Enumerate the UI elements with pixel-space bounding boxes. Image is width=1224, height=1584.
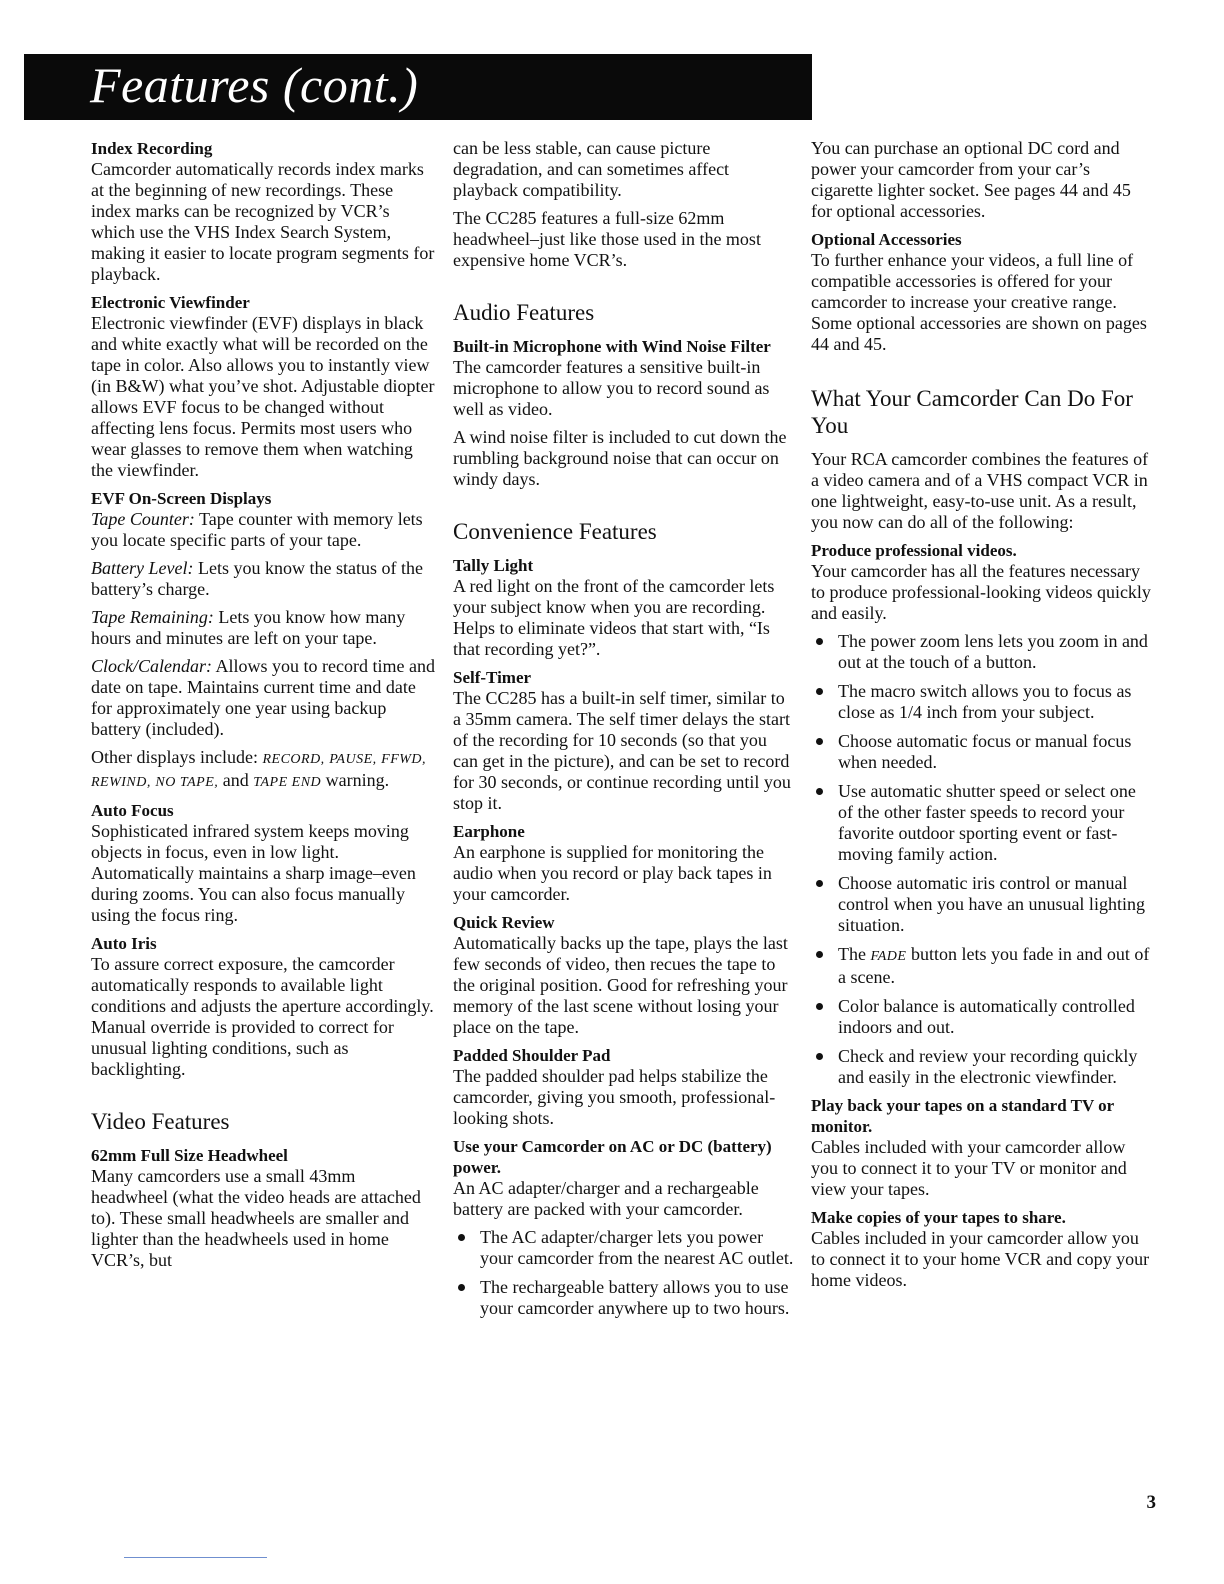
auto-focus-text: Sophisticated infrared system keeps moving objects in focus, even in low light. Automatically maintains a sharp image–even during zooms. You can also focus manually using the focus ring. <box>91 821 416 925</box>
evf-displays-heading: EVF On-Screen Displays <box>91 489 272 508</box>
list-item: Color balance is automatically controlled indoors and out. <box>811 996 1153 1038</box>
display-record: RECORD, <box>262 752 325 767</box>
list-item-fade <box>811 944 1153 988</box>
list-item: Choose automatic iris control or manual control when you have an unusual lighting situation. <box>811 873 1153 936</box>
index-recording-text: Camcorder automatically records index marks at the beginning of new recordings. These index marks can be recognized by VCR’s which use the VHS Index Search System, making it easier to locate program segments for playback. <box>91 159 435 284</box>
list-item: The AC adapter/charger lets you power your camcorder from the nearest AC outlet. <box>453 1227 795 1269</box>
shoulder-pad-heading: Padded Shoulder Pad <box>453 1046 611 1065</box>
page-title: Features (cont.) <box>90 57 419 113</box>
title-bar <box>24 54 812 120</box>
electronic-viewfinder-heading: Electronic Viewfinder <box>91 293 250 312</box>
convenience-features-heading: Convenience Features <box>453 519 657 544</box>
evf-term: Tape Counter: <box>91 509 195 529</box>
other-prefix: Other displays include: <box>91 747 263 767</box>
produce-videos-text: Your camcorder has all the features necessary to produce professional-looking videos quickly and easily. <box>811 561 1151 623</box>
auto-focus-heading: Auto Focus <box>91 801 174 820</box>
list-item: Use automatic shutter speed or select one of the other faster speeds to record your favorite outdoor sporting event or fast-moving family action. <box>811 781 1153 865</box>
footer-divider <box>124 1557 267 1558</box>
feature-bullet-list <box>811 631 1153 1088</box>
column-right <box>811 138 1153 1291</box>
ac-dc-power-text: An AC adapter/charger and a rechargeable battery are packed with your camcorder. <box>453 1178 759 1219</box>
list-item: The macro switch allows you to focus as close as 1/4 inch from your subject. <box>811 681 1153 723</box>
evf-term: Tape Remaining: <box>91 607 214 627</box>
fade-post: button lets you fade in and out of a scene. <box>838 944 1150 987</box>
page-number: 3 <box>1146 1492 1156 1513</box>
quick-review-heading: Quick Review <box>453 913 555 932</box>
evf-desc: Tape counter with memory lets you locate specific parts of your tape. <box>91 509 423 550</box>
evf-desc: Lets you know how many hours and minutes are left on your tape. <box>91 607 406 648</box>
evf-term: Clock/Calendar: <box>91 656 212 676</box>
microphone-heading: Built-in Microphone with Wind Noise Filter <box>453 337 771 356</box>
evf-term: Battery Level: <box>91 558 194 578</box>
what-your-camcorder-heading: What Your Camcorder Can Do For You <box>811 386 1133 438</box>
ac-dc-power-heading: Use your Camcorder on AC or DC (battery) power. <box>453 1137 772 1177</box>
headwheel-cc285-text: The CC285 features a full-size 62mm headwheel–just like those used in the most expensive home VCR’s. <box>453 208 761 270</box>
tally-light-heading: Tally Light <box>453 556 534 575</box>
shoulder-pad-text: The padded shoulder pad helps stabilize the camcorder, giving you smooth, professional-looking shots. <box>453 1066 776 1128</box>
tally-light-text: A red light on the front of the camcorder lets your subject know when you are recording. Helps to eliminate videos that start with, “Is that recording yet?”. <box>453 576 775 659</box>
play-back-heading: Play back your tapes on a standard TV or monitor. <box>811 1096 1114 1136</box>
fade-pre: The <box>838 944 871 964</box>
display-pause: PAUSE, <box>329 752 377 767</box>
display-no-tape: NO TAPE, <box>155 775 219 790</box>
list-item: Choose automatic focus or manual focus when needed. <box>811 731 1153 773</box>
other-suffix: warning. <box>321 770 390 790</box>
list-item: The rechargeable battery allows you to use your camcorder anywhere up to two hours. <box>453 1277 795 1319</box>
display-tape-end: TAPE END <box>253 775 322 790</box>
play-back-text: Cables included with your camcorder allow you to connect it to your TV or monitor and view your tapes. <box>811 1137 1127 1199</box>
optional-accessories-text: To further enhance your videos, a full line of compatible accessories is offered for your camcorder to increase your creative range. Some optional accessories are shown on pages 44 and 45. <box>811 250 1147 354</box>
make-copies-heading: Make copies of your tapes to share. <box>811 1208 1066 1227</box>
microphone-text: The camcorder features a sensitive built-in microphone to allow you to record sound as well as video. <box>453 357 770 419</box>
earphone-text: An earphone is supplied for monitoring the audio when you record or play back tapes in your camcorder. <box>453 842 772 904</box>
power-bullet-list <box>453 1227 795 1319</box>
evf-item-tape-counter <box>91 509 436 551</box>
produce-videos-heading: Produce professional videos. <box>811 541 1017 560</box>
wind-filter-text: A wind noise filter is included to cut down the rumbling background noise that can occur on windy days. <box>453 427 787 489</box>
column-left <box>91 138 436 1271</box>
self-timer-heading: Self-Timer <box>453 668 532 687</box>
evf-item-tape-remaining <box>91 607 436 649</box>
display-rewind: REWIND, <box>91 775 151 790</box>
list-item: Check and review your recording quickly and easily in the electronic viewfinder. <box>811 1046 1153 1088</box>
display-ffwd: FFWD, <box>381 752 427 767</box>
quick-review-text: Automatically backs up the tape, plays the last few seconds of video, then recues the tape to the original position. Good for refreshing your memory of the last scene without losing your place on the tape. <box>453 933 788 1037</box>
fade-term: FADE <box>870 949 907 964</box>
column-middle <box>453 138 795 1319</box>
auto-iris-heading: Auto Iris <box>91 934 157 953</box>
auto-iris-text: To assure correct exposure, the camcorder automatically responds to available light conditions and adjusts the aperture accordingly. Manual override is provided to correct for unusual lighting conditions, such as backlighting. <box>91 954 434 1079</box>
headwheel-heading: 62mm Full Size Headwheel <box>91 1146 288 1165</box>
list-item: The power zoom lens lets you zoom in and out at the touch of a button. <box>811 631 1153 673</box>
what-your-camcorder-text: Your RCA camcorder combines the features of a video camera and of a VHS compact VCR in one lightweight, easy-to-use unit. As a result, you now can do all of the following: <box>811 449 1149 532</box>
self-timer-text: The CC285 has a built-in self timer, similar to a 35mm camera. The self timer delays the start of the recording for 10 seconds (so that you can get in the picture), and can be set to record for 30 seconds, or continue recording until you stop it. <box>453 688 791 813</box>
evf-item-battery-level <box>91 558 436 600</box>
evf-desc: Allows you to record time and date on tape. Maintains current time and date for approximately one year using backup battery (included). <box>91 656 435 739</box>
make-copies-text: Cables included in your camcorder allow you to connect it to your home VCR and copy your home videos. <box>811 1228 1150 1290</box>
evf-item-clock-calendar <box>91 656 436 740</box>
earphone-heading: Earphone <box>453 822 525 841</box>
audio-features-heading: Audio Features <box>453 300 595 325</box>
optional-accessories-heading: Optional Accessories <box>811 230 962 249</box>
dc-cord-text: You can purchase an optional DC cord and power your camcorder from your car’s cigarette lighter socket. See pages 44 and 45 for optional accessories. <box>811 138 1131 221</box>
headwheel-text: Many camcorders use a small 43mm headwheel (what the video heads are attached to). These small headwheels are smaller and lighter than the headwheels used in home VCR’s, but <box>91 1166 421 1270</box>
index-recording-heading: Index Recording <box>91 139 213 158</box>
evf-other-displays <box>91 747 436 793</box>
electronic-viewfinder-text: Electronic viewfinder (EVF) displays in black and white exactly what will be recorded on the tape in color. Also allows you to instantly view (in B&W) what you’ve shot. Adjustable diopter allows EVF focus to be changed without affecting lens focus. Permits most users who wear glasses to remove them when watching the viewfinder. <box>91 313 435 480</box>
video-features-heading: Video Features <box>91 1109 230 1134</box>
headwheel-continued-text: can be less stable, can cause picture degradation, and can sometimes affect playback compatibility. <box>453 138 730 200</box>
evf-desc: Lets you know the status of the battery’s charge. <box>91 558 423 599</box>
other-and: and <box>218 770 254 790</box>
